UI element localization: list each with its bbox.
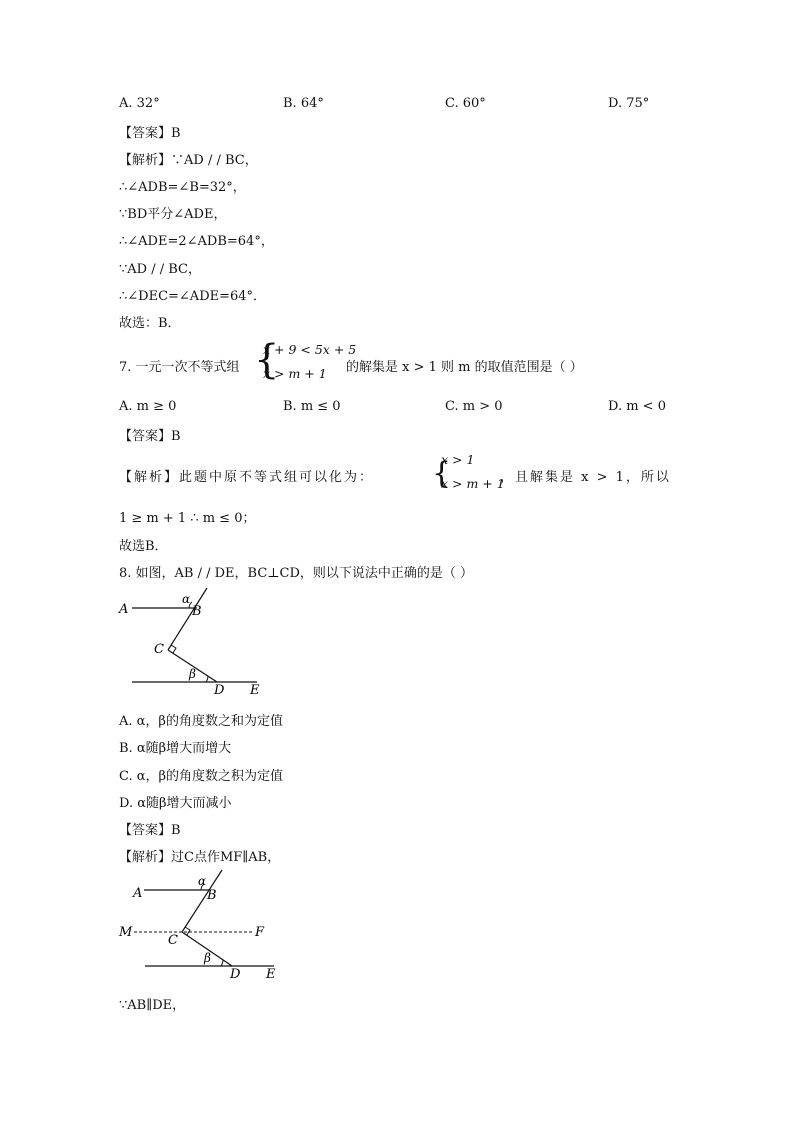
label-beta: β	[189, 667, 196, 681]
q6-option-a: A. 32°	[119, 96, 160, 111]
q8-analysis: 【解析】过C点作MF∥AB，	[119, 850, 281, 865]
q6-option-b: B. 64°	[283, 96, 324, 111]
q6-analysis-line-6: ∴∠DEC=∠ADE=64°．	[119, 289, 267, 304]
q6-analysis-line-4: ∴∠ADE=2∠ADB=64°，	[119, 234, 274, 249]
label-c: C	[168, 933, 178, 948]
label-b: B	[207, 888, 217, 903]
q8-option-a: A. α，β的角度数之和为定值	[119, 714, 283, 729]
q7-option-d: D. m < 0	[608, 399, 666, 414]
label-alpha: α	[198, 874, 207, 888]
q8-option-b: B. α随β增大而增大	[119, 741, 232, 756]
q7-brace: {	[254, 337, 280, 383]
q6-option-c: C. 60°	[445, 96, 486, 111]
q6-analysis-line-7: 故选：B．	[119, 316, 181, 331]
label-c: C	[154, 642, 164, 657]
q7-analysis-line-2: 1 ≥ m + 1 ∴ m ≤ 0；	[119, 511, 256, 526]
q6-analysis-line-3: ∵BD平分∠ADE，	[119, 207, 227, 222]
label-beta: β	[204, 951, 211, 965]
q6-analysis-line-1: 【解析】∵AD / / BC，	[119, 153, 258, 168]
q7-analysis-brace: {	[432, 456, 452, 491]
q7-analysis-prefix: 【解析】此题中原不等式组可以化为：	[119, 470, 375, 485]
q7-option-a: A. m ≥ 0	[119, 399, 177, 414]
beta-arc	[206, 676, 208, 682]
q8-last-line: ∵AB∥DE，	[119, 998, 186, 1013]
label-d: D	[214, 683, 225, 698]
q7-answer: 【答案】B	[119, 429, 181, 444]
q6-analysis-line-5: ∵AD / / BC，	[119, 262, 201, 277]
label-e: E	[266, 967, 276, 982]
q6-option-d: D. 75°	[608, 96, 650, 111]
q7-stem-suffix: 的解集是 x > 1 则 m 的取值范围是（ ）	[346, 360, 583, 375]
q7-system-row-1: x + 9 < 5x + 5	[263, 342, 357, 357]
q7-analysis-row-2: x > m + 1	[441, 476, 505, 491]
beta-arc	[221, 960, 223, 966]
label-d: D	[230, 967, 241, 982]
q6-answer: 【答案】B	[119, 126, 181, 141]
q7-analysis-suffix: ，且解集是 x > 1，所以	[500, 470, 671, 485]
q8-figure-2	[112, 862, 292, 987]
q6-analysis-line-2: ∴∠ADB=∠B=32°，	[119, 180, 246, 195]
q7-stem-prefix: 7. 一元一次不等式组	[119, 360, 240, 375]
q7-conclusion: 故选B．	[119, 539, 168, 554]
q8-option-c: C. α，β的角度数之积为定值	[119, 769, 284, 784]
label-alpha: α	[182, 592, 191, 606]
q8-option-d: D. α随β增大而减小	[119, 796, 232, 811]
label-b: B	[192, 604, 202, 619]
label-a: A	[133, 886, 143, 901]
q8-figure-1	[112, 580, 272, 700]
q8-answer: 【答案】B	[119, 823, 181, 838]
right-angle-mark	[185, 927, 190, 935]
q7-option-b: B. m ≤ 0	[283, 399, 341, 414]
label-a: A	[119, 602, 129, 617]
q8-stem: 8. 如图，AB / / DE，BC⊥CD，则以下说法中正确的是（ ）	[119, 566, 474, 581]
q7-system-row-2: x > m + 1	[263, 366, 327, 381]
q7-option-c: C. m > 0	[445, 399, 503, 414]
q7-analysis-row-1: x > 1	[441, 452, 475, 467]
label-e: E	[250, 683, 260, 698]
label-f: F	[255, 925, 265, 940]
label-m: M	[119, 925, 133, 940]
